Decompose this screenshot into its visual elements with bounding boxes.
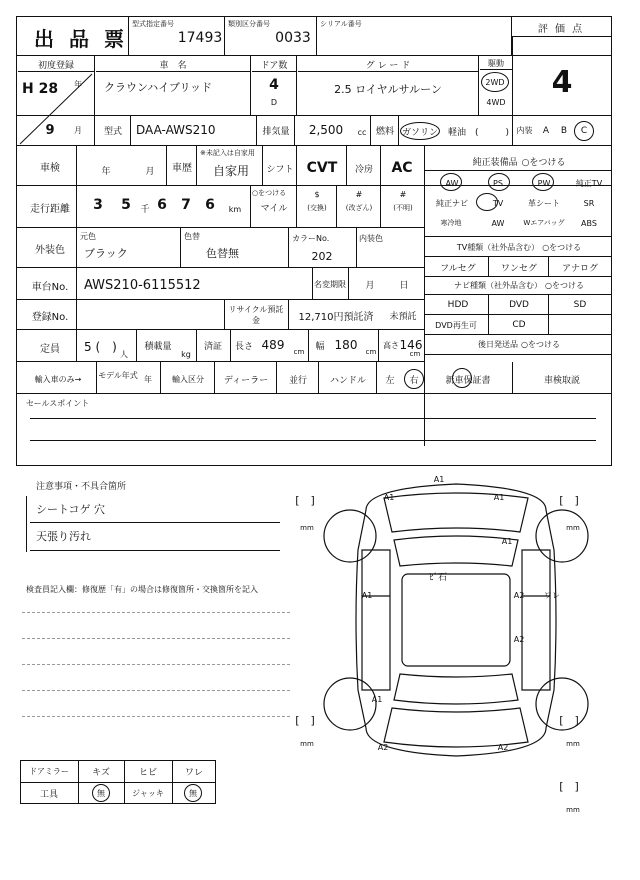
height-value: 146 bbox=[399, 338, 423, 352]
inspector-note: 検査員記入欄：修復歴「有」の場合は修復箇所・交換箇所を記入 bbox=[26, 584, 258, 594]
tv-oneseg[interactable]: ワンセグ bbox=[500, 263, 537, 274]
serial-value bbox=[340, 29, 420, 47]
length-unit: cm bbox=[293, 348, 305, 356]
chassis-label: 車台No. bbox=[31, 281, 69, 293]
nav-sd[interactable]: SD bbox=[573, 300, 587, 310]
base-color-value: ブラック bbox=[84, 247, 128, 260]
diagram-mark-a2-br: A2 bbox=[497, 742, 509, 752]
mileage-opt3-bot[interactable]: (不明) bbox=[393, 204, 413, 212]
notes-title: 注意事項・不具合箇所 bbox=[36, 481, 127, 492]
mileage-mile[interactable]: マイル bbox=[260, 203, 288, 214]
doors-sub: D bbox=[270, 97, 278, 107]
mileage-sep: 千 bbox=[140, 204, 150, 215]
shift-label: シフト bbox=[266, 164, 294, 175]
footer-jack-label: ジャッキ bbox=[132, 788, 164, 798]
width-value: 180 bbox=[334, 338, 358, 352]
equip-tv2-selected-circle bbox=[476, 193, 498, 211]
disp-label: 排気量 bbox=[262, 126, 290, 137]
bracket-right-rear: [ ] bbox=[559, 714, 579, 727]
mm-left-rear: mm bbox=[300, 740, 314, 748]
handle-right[interactable]: 右 bbox=[404, 369, 424, 389]
handle-left[interactable]: 左 bbox=[385, 375, 395, 386]
first-reg-year-unit: 年 bbox=[74, 79, 82, 89]
footer-header-scratch: キズ bbox=[92, 767, 110, 778]
equip-nav[interactable]: 純正ナビ bbox=[436, 198, 468, 208]
drive-label: 駆動 bbox=[480, 58, 512, 70]
mileage-d2: 5 bbox=[121, 197, 131, 213]
first-reg-month-value: 9 bbox=[45, 122, 55, 138]
car-name-value: クラウンハイブリッド bbox=[104, 81, 213, 94]
doors-label: ドア数 bbox=[252, 58, 296, 72]
diagram-mark-ware: ワレ bbox=[544, 590, 560, 600]
equip-tv[interactable]: 純正TV bbox=[575, 178, 603, 188]
width-label: 幅 bbox=[315, 341, 325, 352]
length-value: 489 bbox=[261, 338, 285, 352]
mileage-opt2-bot[interactable]: (改ざん) bbox=[345, 204, 373, 212]
equip-aw[interactable]: AW bbox=[445, 178, 459, 188]
tv-type-mark: ○をつける bbox=[542, 242, 582, 252]
diagram-mark-a1-fl: A1 bbox=[383, 492, 395, 502]
recycle-value: 12,710円預託済 bbox=[298, 311, 374, 323]
model-code-value: 17493 bbox=[177, 30, 223, 46]
shinsho-label[interactable]: 新車保証書 bbox=[445, 375, 491, 386]
sales-point-line-2 bbox=[30, 440, 596, 441]
mileage-d1: 3 bbox=[93, 197, 103, 213]
interior-label: 内装 bbox=[512, 120, 536, 140]
page-title: 出 品 票 bbox=[34, 26, 128, 51]
equip-wairbag[interactable]: Wエアバッグ bbox=[523, 219, 565, 227]
inspector-line-3 bbox=[22, 664, 290, 665]
mileage-unit: km bbox=[228, 204, 242, 214]
score-value: 4 bbox=[551, 64, 573, 100]
doors-value: 4 bbox=[269, 77, 279, 93]
parallel-label[interactable]: 並行 bbox=[288, 375, 307, 386]
first-reg-year-value: H 28 bbox=[22, 81, 59, 97]
note-item-1: シートコゲ 穴 bbox=[36, 503, 106, 516]
nav-type-header bbox=[426, 278, 612, 292]
mileage-d5: 6 bbox=[205, 197, 215, 213]
recycle-alt[interactable]: 未預託 bbox=[389, 311, 417, 322]
nav-dvd[interactable]: DVD bbox=[509, 300, 529, 310]
diagram-mark-a1-fr: A1 bbox=[493, 492, 505, 502]
reki-note: ※未記入は自家用 bbox=[200, 149, 255, 157]
seats-unit: 人 bbox=[120, 349, 128, 359]
footer-tool-none-2[interactable]: 無 bbox=[184, 784, 202, 802]
import-label: 輸入車のみ→ bbox=[34, 374, 82, 384]
shiki-label: 型式 bbox=[103, 126, 122, 137]
dvd-play-label[interactable]: DVD再生可 bbox=[435, 320, 477, 330]
interior-color-value bbox=[358, 248, 418, 264]
equip-ps-selected-circle bbox=[488, 173, 510, 191]
tv-fullseg[interactable]: フルセグ bbox=[440, 263, 476, 274]
sales-point-line-1 bbox=[30, 418, 596, 419]
class-code-value: 0033 bbox=[275, 30, 311, 46]
fuel-gasoline[interactable]: ガソリン bbox=[400, 122, 440, 140]
equip-abs[interactable]: ABS bbox=[581, 218, 597, 228]
name-change-month: 月 bbox=[365, 280, 375, 291]
ac-label: 冷房 bbox=[354, 164, 373, 175]
base-color-label: 元色 bbox=[80, 231, 96, 241]
bracket-left-rear: [ ] bbox=[295, 714, 315, 727]
repaint-value: 色替無 bbox=[206, 247, 239, 260]
first-reg-month-unit: 月 bbox=[74, 125, 82, 135]
length-label: 長さ bbox=[234, 341, 253, 352]
exterior-label: 外装色 bbox=[35, 244, 65, 256]
class-code-label: 類別区分番号 bbox=[228, 20, 270, 28]
name-change-day: 日 bbox=[399, 280, 409, 291]
interior-a[interactable]: A bbox=[542, 126, 550, 136]
inspector-line-4 bbox=[22, 690, 290, 691]
reki-value: 自家用 bbox=[212, 163, 249, 178]
first-reg-label: 初度登録 bbox=[18, 58, 94, 72]
equip-pw-selected-circle bbox=[532, 173, 554, 191]
width-unit: cm bbox=[365, 348, 377, 356]
shift-value: CVT bbox=[306, 160, 338, 176]
inspector-line-5 bbox=[22, 716, 290, 717]
nav-type-label: ナビ種類（社外品含む） bbox=[454, 280, 542, 290]
equip-sr[interactable]: SR bbox=[583, 198, 595, 208]
shaken-label: 車検 bbox=[40, 162, 60, 174]
diagram-mark-a1-l1: A1 bbox=[361, 590, 373, 600]
bracket-right-front: [ ] bbox=[559, 494, 579, 507]
footer-tool-none-1[interactable]: 無 bbox=[92, 784, 110, 802]
repaint-label: 色替 bbox=[184, 231, 200, 241]
mileage-d3: 6 bbox=[157, 197, 167, 213]
drive-4wd[interactable]: 4WD bbox=[486, 97, 506, 107]
reki-label: 車歴 bbox=[172, 162, 192, 174]
tv-analog[interactable]: アナログ bbox=[561, 263, 598, 274]
chassis-value: AWS210-6115512 bbox=[84, 277, 201, 293]
disp-value: 2,500 bbox=[308, 123, 344, 137]
load-label: 積載量 bbox=[144, 341, 172, 352]
model-code-label: 型式指定番号 bbox=[132, 20, 174, 28]
shaken-year: 年 bbox=[101, 166, 111, 177]
footer-header-break: ワレ bbox=[184, 767, 203, 778]
mm-extra: mm bbox=[566, 806, 580, 814]
grade-value: 2.5 ロイヤルサルーン bbox=[334, 83, 442, 96]
diagram-mark-a2-bl: A2 bbox=[377, 742, 389, 752]
interior-color-label: 内装色 bbox=[359, 233, 383, 243]
height-unit: cm bbox=[409, 350, 421, 358]
mm-right-rear: mm bbox=[566, 740, 580, 748]
mileage-opt2-top: # bbox=[355, 189, 363, 199]
diagram-mark-a1-top: A1 bbox=[433, 474, 445, 484]
handle-label: ハンドル bbox=[329, 375, 366, 386]
equipment-title-text: 純正装備品 bbox=[472, 157, 518, 168]
color-no-value: 202 bbox=[311, 249, 333, 263]
diagram-mark-a1-r1: A1 bbox=[501, 536, 513, 546]
equipment-title bbox=[426, 154, 612, 168]
inspector-line-2 bbox=[22, 638, 290, 639]
fuel-other[interactable]: ( ) bbox=[474, 127, 510, 138]
nav-type-mark: ○をつける bbox=[545, 280, 584, 290]
interior-b[interactable]: B bbox=[560, 126, 568, 136]
dealer-label[interactable]: ディーラー bbox=[223, 375, 269, 386]
diagram-center-label: ﾋﾞ石 bbox=[428, 572, 447, 583]
equip-cold[interactable]: 寒冷地 bbox=[440, 219, 462, 227]
equip-ps[interactable]: PS bbox=[493, 178, 503, 188]
interior-c[interactable]: C bbox=[574, 121, 594, 141]
equip-tv2[interactable]: TV bbox=[492, 198, 504, 208]
tv-type-header bbox=[426, 240, 612, 254]
mileage-label: 走行距離 bbox=[30, 203, 70, 215]
shiki-value: DAA-AWS210 bbox=[136, 123, 216, 137]
seats-value: 5 ( ) bbox=[84, 339, 117, 354]
mileage-opt1-top: $ bbox=[314, 189, 320, 199]
color-no-label: カラーNo. bbox=[292, 233, 330, 243]
equipment-mark: ○をつける bbox=[521, 157, 566, 168]
tv-type-label: TV種類（社外品含む） bbox=[456, 242, 540, 252]
equip-pw[interactable]: PW bbox=[537, 178, 551, 188]
footer-header-mirror: ドアミラー bbox=[29, 766, 69, 776]
fuel-label: 燃料 bbox=[375, 126, 394, 137]
height-label: 高さ bbox=[383, 340, 399, 350]
diagram-mark-a2-r2: A2 bbox=[513, 634, 525, 644]
model-year-unit: 年 bbox=[144, 374, 152, 384]
later-ship-mark: ○をつける bbox=[521, 339, 560, 349]
serial-label: シリアル番号 bbox=[320, 20, 362, 28]
mileage-tsukeru: ○をつける bbox=[252, 189, 287, 197]
footer-tool-label: 工具 bbox=[39, 789, 58, 800]
shinsho-circle bbox=[452, 368, 472, 388]
disp-unit: cc bbox=[357, 127, 367, 137]
manual-label[interactable]: 車検取説 bbox=[543, 375, 580, 386]
mileage-opt1-bot[interactable]: (交換) bbox=[307, 204, 327, 212]
footer-header-crack: ヒビ bbox=[138, 767, 157, 778]
score-label: 評 価 点 bbox=[537, 23, 585, 35]
ac-value: AC bbox=[391, 160, 413, 176]
later-ship-header bbox=[426, 336, 612, 352]
equip-aw2[interactable]: AW bbox=[491, 218, 505, 228]
diagram-mark-a1-b: A1 bbox=[371, 694, 383, 704]
import-type-label: 輸入区分 bbox=[172, 374, 204, 384]
bracket-extra: [ ] bbox=[559, 780, 579, 793]
equip-leather[interactable]: 革シート bbox=[528, 198, 560, 208]
diagram-mark-a2-r1: A2 bbox=[513, 590, 525, 600]
shaken-month: 月 bbox=[145, 166, 155, 177]
tax-label: 済証 bbox=[203, 341, 222, 352]
note-item-2: 天張り汚れ bbox=[36, 530, 91, 543]
load-unit: kg bbox=[181, 349, 191, 359]
registration-value bbox=[84, 306, 224, 324]
mileage-opt3-top: # bbox=[399, 189, 407, 199]
seats-label: 定員 bbox=[40, 343, 60, 355]
inspector-line-1 bbox=[22, 612, 290, 613]
later-ship-label: 後日発送品 bbox=[478, 339, 518, 349]
equip-aw-selected-circle bbox=[440, 173, 462, 191]
sales-point-label: セールスポイント bbox=[26, 398, 90, 408]
car-name-label: 車 名 bbox=[96, 58, 250, 72]
model-year-label: モデル年式 bbox=[98, 371, 138, 380]
grade-label: グ レ ー ド bbox=[298, 58, 478, 72]
fuel-diesel[interactable]: 軽油 bbox=[447, 127, 466, 138]
mm-left-front: mm bbox=[300, 524, 314, 532]
drive-2wd[interactable]: 2WD bbox=[481, 72, 509, 92]
recycle-label: リサイクル預託金 bbox=[228, 305, 284, 325]
mm-right-front: mm bbox=[566, 524, 580, 532]
nav-hdd[interactable]: HDD bbox=[447, 300, 469, 310]
bracket-left-front: [ ] bbox=[295, 494, 315, 507]
cd-label[interactable]: CD bbox=[512, 320, 526, 330]
name-change-label: 名変期限 bbox=[314, 279, 346, 289]
mileage-d4: 7 bbox=[181, 197, 191, 213]
registration-label: 登録No. bbox=[31, 311, 69, 323]
